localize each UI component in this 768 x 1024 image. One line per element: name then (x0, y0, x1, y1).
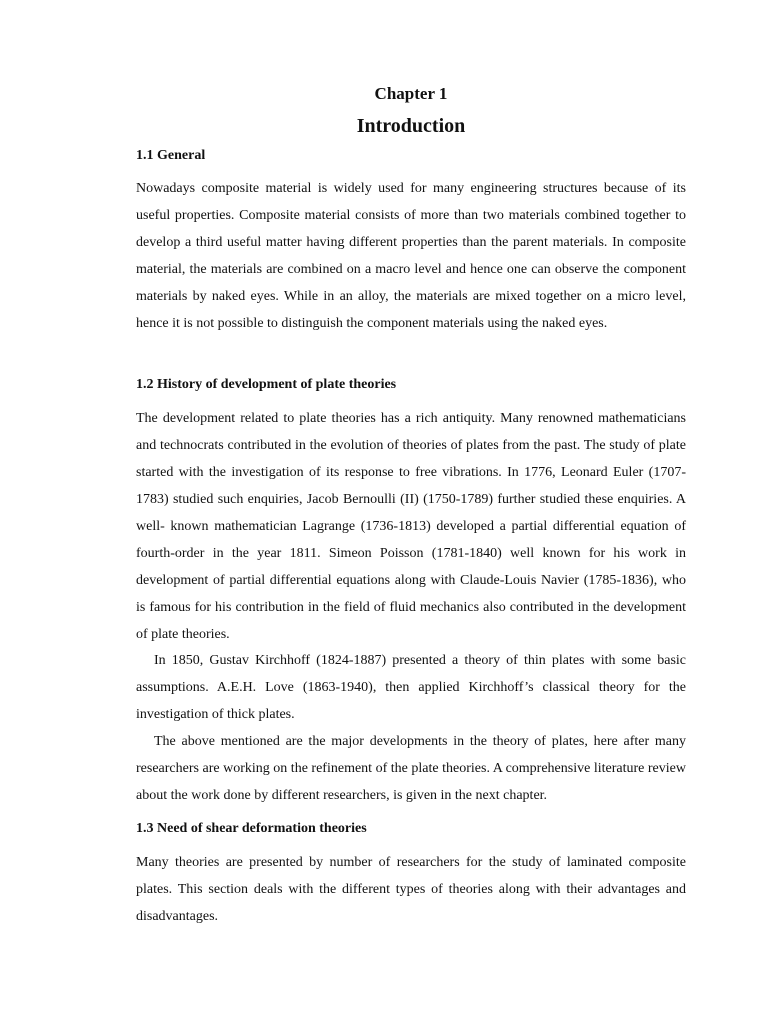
paragraph-major-developments: The above mentioned are the major developments in the theory of plates, here after many researchers are working on the refinement of the plate theories. A comprehensive literature review about the work done by different researchers, is given in the next chapter. (136, 734, 686, 803)
chapter-title: Introduction (356, 115, 466, 137)
section-heading-shear-deformation: 1.3 Need of shear deformation theories (136, 821, 367, 836)
chapter-label: Chapter 1 (374, 84, 448, 103)
paragraph-shear-deformation: Many theories are presented by number of researchers for the study of laminated composite plates. This section deals with the different types of theories along with their advantages and disadvantages. (136, 855, 686, 924)
section-heading-general: 1.1 General (136, 148, 206, 163)
paragraph-kirchhoff: In 1850, Gustav Kirchhoff (1824-1887) presented a theory of thin plates with some basic assumptions. A.E.H. Love (1863-1940), then applied Kirchhoff’s classical theory for the investigation of thick plates. (136, 653, 686, 722)
paragraph-history: The development related to plate theories has a rich antiquity. Many renowned mathematicians and technocrats contributed in the evolution of theories of plates from the past. The study of plate started with the investigation of its response to free vibrations. In 1776, Leonard Euler (1707-1783) studied such enquiries, Jacob Bernoulli (II) (1750-1789) further studied these enquiries. A well- known mathematician Lagrange (1736-1813) developed a partial differential equation of fourth-order in the year 1811. Simeon Poisson (1781-1840) well known for his work in development of partial differential equations along with Claude-Louis Navier (1785-1836), who is famous for his contribution in the field of fluid mechanics also contributed in the development of plate theories. (136, 411, 686, 642)
paragraph-general: Nowadays composite material is widely used for many engineering structures because of its useful properties. Composite material consists of more than two materials combined together to develop a third useful matter having different properties than the parent materials. In composite material, the materials are combined on a macro level and hence one can observe the component materials by naked eyes. While in an alloy, the materials are mixed together on a micro level, hence it is not possible to distinguish the component materials using the naked eyes. (136, 181, 686, 331)
section-heading-history: 1.2 History of development of plate theories (136, 377, 397, 392)
